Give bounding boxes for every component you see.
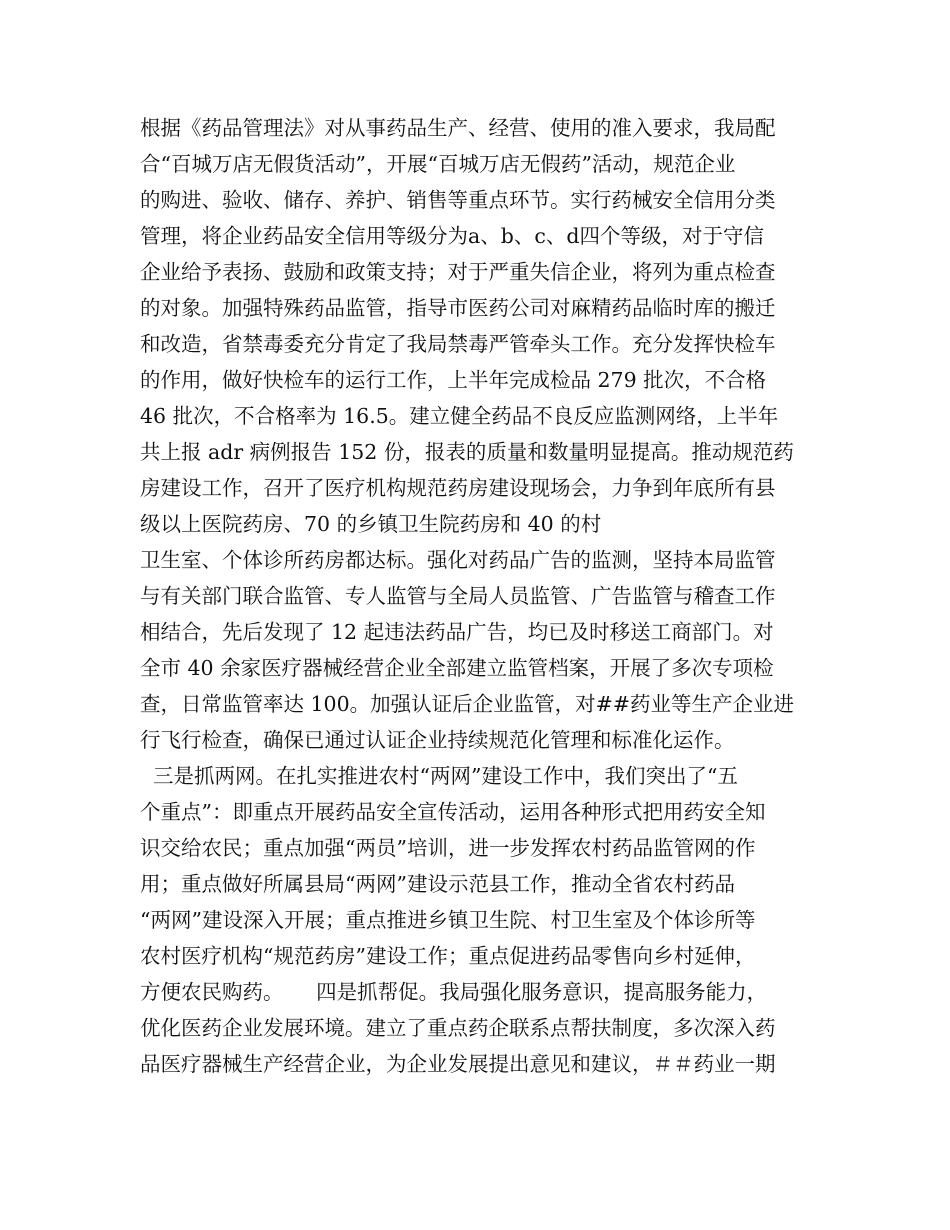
text-line: 品医疗器械生产经营企业，为企业发展提出意见和建议，＃＃药业一期 [140, 1052, 776, 1076]
text-line: “两网”建设深入开展；重点推进乡镇卫生院、村卫生室及个体诊所等 [140, 908, 756, 932]
text-line: 用；重点做好所属县局“两网”建设示范县工作，推动全省农村药品 [140, 872, 735, 896]
text-line: 方便农民购药。 四是抓帮促。我局强化服务意识，提高服务能力， [140, 980, 768, 1004]
text-line: 全市 40 余家医疗器械经营企业全部建立监管档案，开展了多次专项检 [140, 656, 774, 680]
text-line: 个重点”：即重点开展药品安全宣传活动，运用各种形式把用药安全知 [140, 800, 766, 824]
text-line: 房建设工作，召开了医疗机构规范药房建设现场会，力争到年底所有县 [140, 476, 776, 500]
text-line: 行飞行检查，确保已通过认证企业持续规范化管理和标准化运作。 [140, 728, 735, 752]
text-line: 管理，将企业药品安全信用等级分为a、b、c、d四个等级，对于守信 [140, 224, 764, 248]
text-line: 卫生室、个体诊所药房都达标。强化对药品广告的监测，坚持本局监管 [140, 548, 776, 572]
text-line: 根据《药品管理法》对从事药品生产、经营、使用的准入要求，我局配 [140, 116, 776, 140]
text-line: 的购进、验收、储存、养护、销售等重点环节。实行药械安全信用分类 [140, 188, 776, 212]
text-line: 级以上医院药房、70 的乡镇卫生院药房和 40 的村 [140, 512, 602, 536]
text-line: 查，日常监管率达 100。加强认证后企业监管，对##药业等生产企业进 [140, 692, 794, 716]
text-line: 企业给予表扬、鼓励和政策支持；对于严重失信企业，将列为重点检查 [140, 260, 776, 284]
text-line: 相结合，先后发现了 12 起违法药品广告，均已及时移送工商部门。对 [140, 620, 774, 644]
text-line: 与有关部门联合监管、专人监管与全局人员监管、广告监管与稽查工作 [140, 584, 776, 608]
text-line: 的作用，做好快检车的运行工作，上半年完成检品 279 批次，不合格 [140, 368, 767, 392]
text-line: 共上报 adr 病例报告 152 份，报表的质量和数量明显提高。推动规范药 [140, 440, 794, 464]
text-line: 46 批次，不合格率为 16.5。建立健全药品不良反应监测网络，上半年 [140, 404, 779, 428]
text-line: 合“百城万店无假货活动”，开展“百城万店无假药”活动，规范企业 [140, 152, 736, 176]
text-line: 优化医药企业发展环境。建立了重点药企联系点帮扶制度，多次深入药 [140, 1016, 776, 1040]
text-line: 农村医疗机构“规范药房”建设工作；重点促进药品零售向乡村延伸， [140, 944, 756, 968]
text-line: 识交给农民；重点加强“两员”培训，进一步发挥农村药品监管网的作 [140, 836, 756, 860]
text-line: 三是抓两网。在扎实推进农村“两网”建设工作中，我们突出了“五 [140, 764, 738, 788]
text-line: 和改造，省禁毒委充分肯定了我局禁毒严管牵头工作。充分发挥快检车 [140, 332, 776, 356]
text-line: 的对象。加强特殊药品监管，指导市医药公司对麻精药品临时库的搬迁 [140, 296, 776, 320]
